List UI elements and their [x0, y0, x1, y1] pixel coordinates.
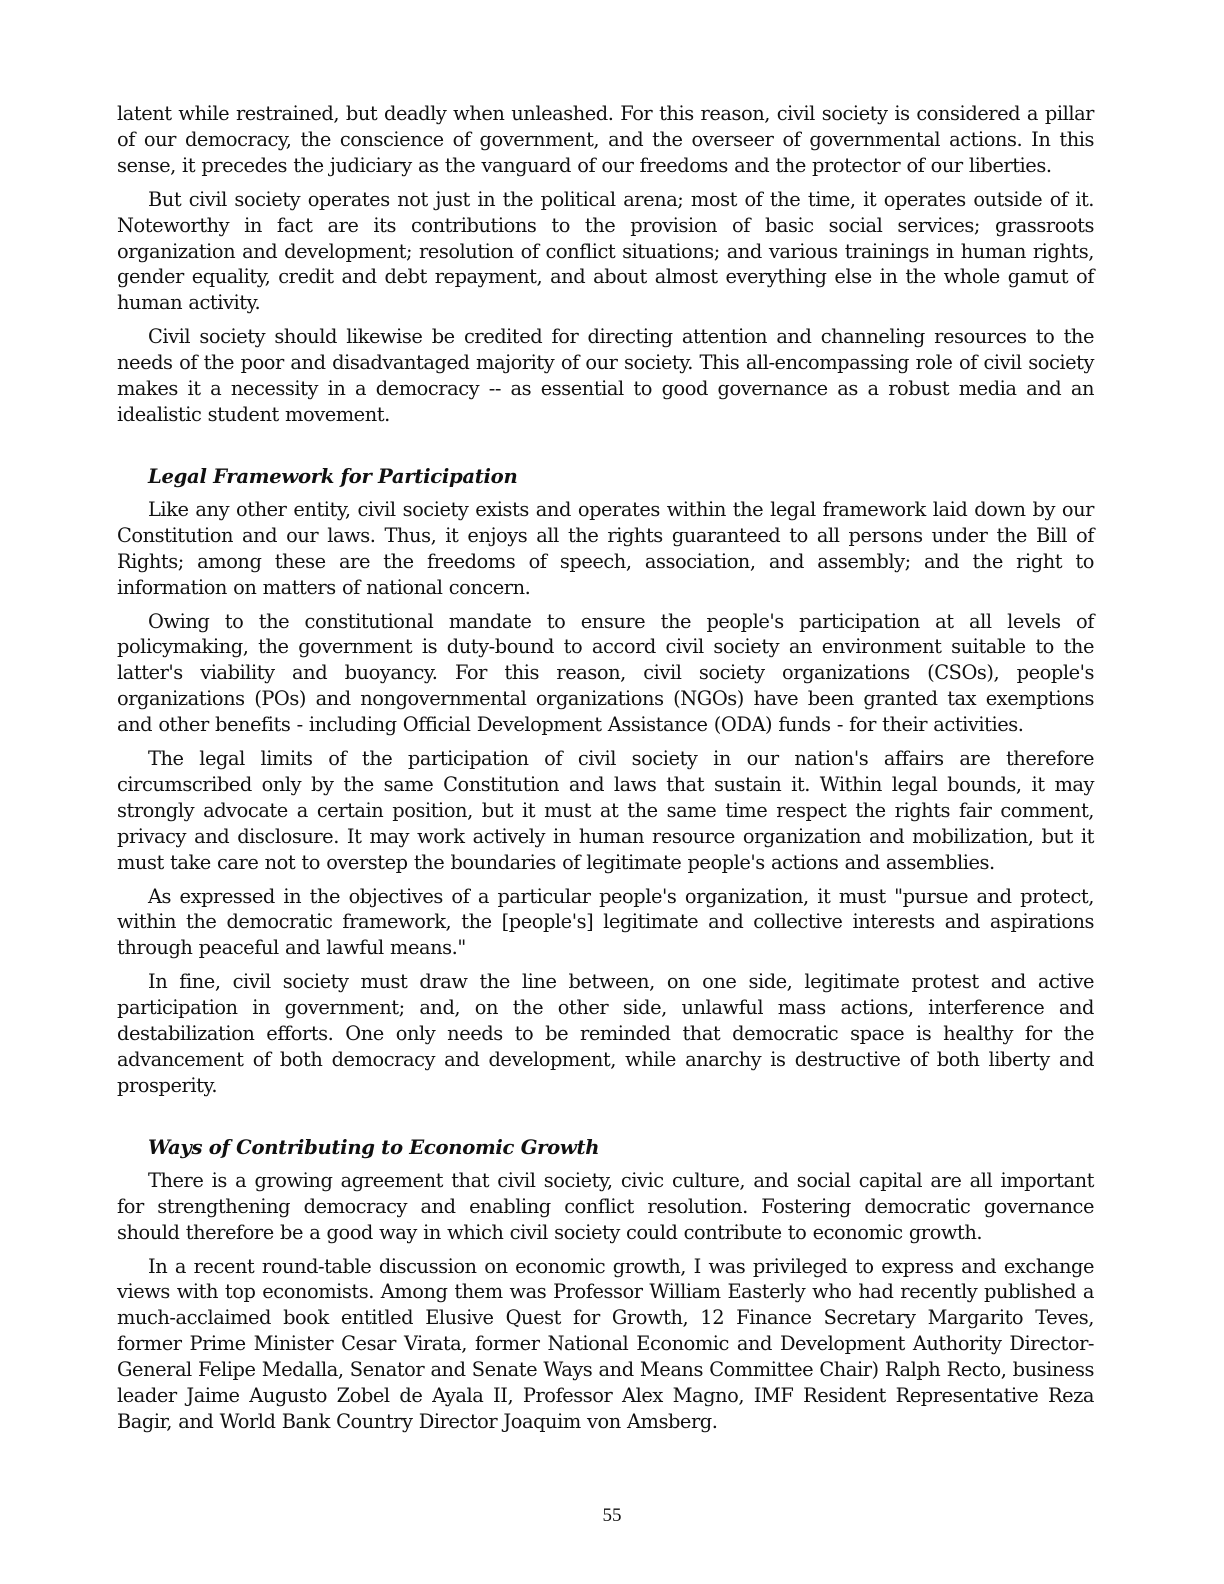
- paragraph: Like any other entity, civil society exists and operates within the legal framework laid down by our Constitution and our laws. Thus, it enjoys all the rights guaranteed to all persons under the Bill of Rights; among these are the freedoms of speech, association, and assembly; and the right to information on matters of national concern.: [117, 497, 1094, 599]
- paragraph: Civil society should likewise be credited for directing attention and channeling resources to the needs of the poor and disadvantaged majority of our society. This all-encompassing role of civil society makes it a necessity in a democracy -- as essential to good governance as a robust media and an idealistic student movement.: [117, 325, 1094, 426]
- paragraph: latent while restrained, but deadly when unleashed. For this reason, civil society is considered a pillar of our democracy, the conscience of government, and the overseer of governmental actions. In this sense, it precedes the judiciary as the vanguard of our freedoms and the protector of our liberties.: [117, 102, 1094, 177]
- section-heading-economic-growth: Ways of Contributing to Economic Growth: [148, 1135, 600, 1159]
- paragraph: The legal limits of the participation of civil society in our nation's affairs are therefore circumscribed only by the same Constitution and laws that sustain it. Within legal bounds, it may strongly advocate a certain position, but it must at the same time respect the rights fair comment, privacy and disclosure. It may work actively in human resource organization and mobilization, but it must take care not to overstep the boundaries of legitimate people's actions and assemblies.: [117, 747, 1094, 874]
- paragraph: As expressed in the objectives of a particular people's organization, it must "pursue and protect, within the democratic framework, the [people's] legitimate and collective interests and aspirations through peaceful and lawful means.": [117, 884, 1094, 960]
- section-heading-legal-framework: Legal Framework for Participation: [148, 464, 518, 488]
- paragraph: There is a growing agreement that civil society, civic culture, and social capital are all important for strengthening democracy and enabling conflict resolution. Fostering democratic governance should therefore be a good way in which civil society could contribute to economic growth.: [117, 1168, 1094, 1244]
- paragraph: Owing to the constitutional mandate to ensure the people's participation at all levels of policymaking, the government is duty-bound to accord civil society an environment suitable to the latter's viability and buoyancy. For this reason, civil society organizations (CSOs), people's organizations (POs) and nongovernmental organizations (NGOs) have been granted tax exemptions and other benefits - including Official Development Assistance (ODA) funds - for their activities.: [117, 609, 1094, 737]
- paragraph: In fine, civil society must draw the line between, on one side, legitimate protest and active participation in government; and, on the other side, unlawful mass actions, interference and destabilization efforts. One only needs to be reminded that democratic space is healthy for the advancement of both democracy and development, while anarchy is destructive of both liberty and prosperity.: [117, 970, 1094, 1097]
- page-body: [117, 101, 1094, 1443]
- paragraph: In a recent round-table discussion on economic growth, I was privileged to express and exchange views with top economists. Among them was Professor William Easterly who had recently published a much-acclaimed book entitled Elusive Quest for Growth, 12 Finance Secretary Margarito Teves, former Prime Minister Cesar Virata, former National Economic and Development Authority Director-General Felipe Medalla, Senator and Senate Ways and Means Committee Chair) Ralph Recto, business leader Jaime Augusto Zobel de Ayala II, Professor Alex Magno, IMF Resident Representative Reza Bagir, and World Bank Country Director Joaquim von Amsberg.: [117, 1254, 1094, 1433]
- page-number: 55: [602, 1505, 622, 1526]
- paragraph: But civil society operates not just in the political arena; most of the time, it operates outside of it. Noteworthy in fact are its contributions to the provision of basic social services; grassroots organization and development; resolution of conflict situations; and various trainings in human rights, gender equality, credit and debt repayment, and about almost everything else in the whole gamut of human activity.: [117, 187, 1094, 315]
